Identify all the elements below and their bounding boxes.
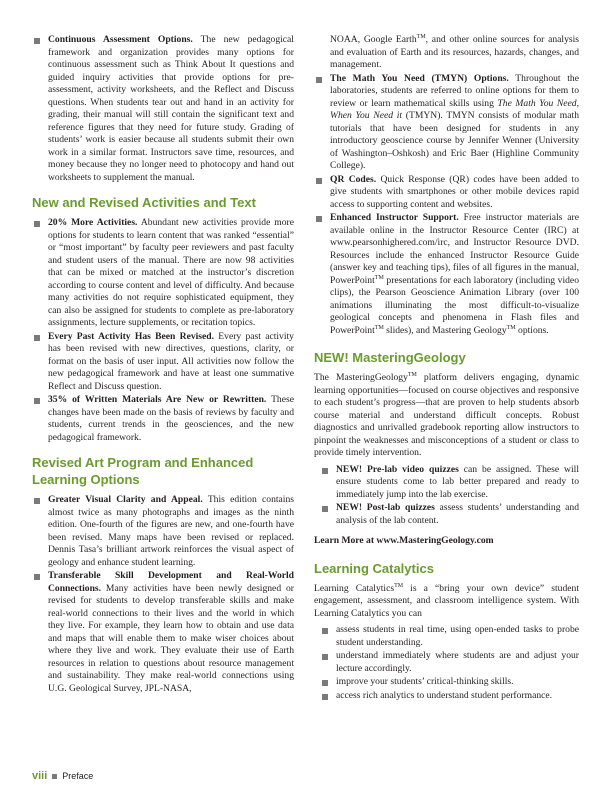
section-heading: New and Revised Activities and Text [32, 195, 256, 210]
right-column [314, 34, 579, 703]
section-heading: Revised Art Program and Enhanced Learning Options [32, 455, 254, 487]
catalytics-list [320, 624, 579, 702]
running-footer-label: Preface [62, 771, 94, 781]
list-item: NEW! Pre-lab video quizzes can be assigned. These will ensure students come to lab better prepared and ready to immediately jump into the lab exercise. [320, 464, 579, 502]
list-item: Continuous Assessment Options. The new pedagogical framework and organization provides many options for continuous assessment such as Think About It questions and guided inquiry activities that provide options for pre-assessment, activity worksheets, and the Reflect and Discuss questions. When students tear out and hand in an activity for grading, their manual will still contain the significant text and reference figures that they need for future study. Grading of students’ work is easier because all students submit their own work in a similar format. Instructors save time, resources, and money because they no longer need to photocopy and hand out worksheets to supplement the manual. [32, 34, 294, 184]
list-item: The Math You Need (TMYN) Options. Throughout the laboratories, students are referred to online options for them to review or learn mathematical skills using The Math You Need, When You Need it (TMYN). TMYN consists of modular math tutorials that have been designed for students in any introductory geoscience course by Jennifer Wenner (University of Washington–Oshkosh) and Eric Baer (Highline Community College). [314, 73, 579, 173]
square-bullet-icon [322, 694, 328, 700]
page-number: viii [32, 770, 48, 782]
list-item: 20% More Activities. Abundant new activities provide more options for students to learn content that was ranked “essential” or “most important” by faculty peer reviewers and past faculty and student users of the manual. There are now 98 activities that can be mixed or matched at the instructor’s discretion according to course content and level of difficulty. And because many activities do not require sophisticated equipment, they can also be assigned for students to complete as pre-laboratory assignments, lecture supplements, or recitation topics. [32, 217, 294, 330]
square-bullet-icon [34, 221, 40, 227]
list-item: Every Past Activity Has Been Revised. Every past activity has been revised with new directives, questions, clarity, or format on the basis of user input. All activities now follow the new pedagogical framework and have at least one summative Reflect and Discuss question. [32, 331, 294, 394]
art-program-list [32, 494, 294, 695]
square-bullet-icon [34, 574, 40, 580]
mastering-paragraph: The MasteringGeology™ platform delivers engaging, dynamic learning opportunities—focused on course objectives and responsive to each student’s progress—that are proven to help students absorb course material and understand difficult concepts. Robust diagnostics and unrivalled gradebook reporting allow instructors to pinpoint the weaknesses and misconceptions of a student or class to provide timely intervention. [314, 371, 579, 458]
square-bullet-icon [322, 506, 328, 512]
list-item: understand immediately where students are and adjust your lecture accordingly. [320, 650, 579, 675]
square-bullet-icon [322, 468, 328, 474]
left-column [32, 34, 294, 696]
list-item: NEW! Post-lab quizzes assess students’ understanding and analysis of the lab content. [320, 502, 579, 527]
square-bullet-icon [34, 38, 40, 44]
square-bullet-icon [322, 628, 328, 634]
square-bullet-icon [316, 77, 322, 83]
list-item: Transferable Skill Development and Real-World Connections. Many activities have been newly designed or revised for students to develop transferable skills and make real-world connections to their lives and the world in which they live. For example, they learn how to obtain and use data and maps that will enable them to make wiser choices about where they live and work. They evaluate their use of Earth resources in relation to questions about resource management and sustainability. They make real-world connections using U.G. Geological Survey, JPL-NASA, [32, 570, 294, 695]
list-item: 35% of Written Materials Are New or Rewritten. These changes have been made on the basis of reviews by faculty and students, current trends in the geosciences, and the new pedagogical framework. [32, 394, 294, 444]
square-bullet-icon [316, 178, 322, 184]
list-item: access rich analytics to understand student performance. [320, 690, 579, 703]
square-bullet-icon [34, 498, 40, 504]
square-bullet-icon [322, 680, 328, 686]
learn-more-link: Learn More at www.MasteringGeology.com [314, 535, 494, 546]
square-bullet-icon [34, 398, 40, 404]
square-bullet-icon [322, 654, 328, 660]
section-heading: NEW! MasteringGeology [314, 350, 466, 365]
page-footer [32, 770, 93, 782]
mastering-list [320, 464, 579, 528]
catalytics-paragraph: Learning Catalytics™ is a “bring your own device” student engagement, assessment, and classroom intelligence system. With Learning Catalytics you can [314, 582, 579, 619]
list-item: Greater Visual Clarity and Appeal. This edition contains almost twice as many photographs and images as the ninth edition. One-fourth of the figures are new, and one-fourth have been revised. Many maps have been revised or replaced. Dennis Tasa’s brilliant artwork reinforces the visual aspect of geology and enhance student learning. [32, 494, 294, 569]
activities-list [32, 217, 294, 444]
square-bullet-icon [316, 216, 322, 222]
square-bullet-icon [34, 335, 40, 341]
list-item: assess students in real time, using open-ended tasks to probe student understanding. [320, 624, 579, 649]
intro-list [32, 34, 294, 184]
list-item: improve your students’ critical-thinking skills. [320, 676, 579, 689]
section-heading: Learning Catalytics [314, 560, 434, 576]
square-separator-icon [52, 774, 57, 779]
list-item: QR Codes. Quick Response (QR) codes have been added to give students with smartphones or other mobile devices rapid access to supporting content and websites. [314, 174, 579, 212]
continued-list [314, 34, 579, 337]
list-item: Enhanced Instructor Support. Free instructor materials are available online in the Instructor Resource Center (IRC) at www.pearsonhighered.com/irc, and Instructor Resource DVD. Resources include the enhanced Instructor Resource Guide (answer key and teaching tips), files of all figures in the manual, PowerPoint™ presentations for each laboratory (including video clips), the Pearson Geoscience Animation Library (over 100 animations illuminating the most difficult-to-visualize geological concepts and phenomena in Flash files and PowerPoint™ slides), and Mastering Geology™ options. [314, 212, 579, 337]
list-item-continuation: NOAA, Google Earth™, and other online sources for analysis and evaluation of Earth and its resources, hazards, changes, and management. [330, 33, 579, 70]
